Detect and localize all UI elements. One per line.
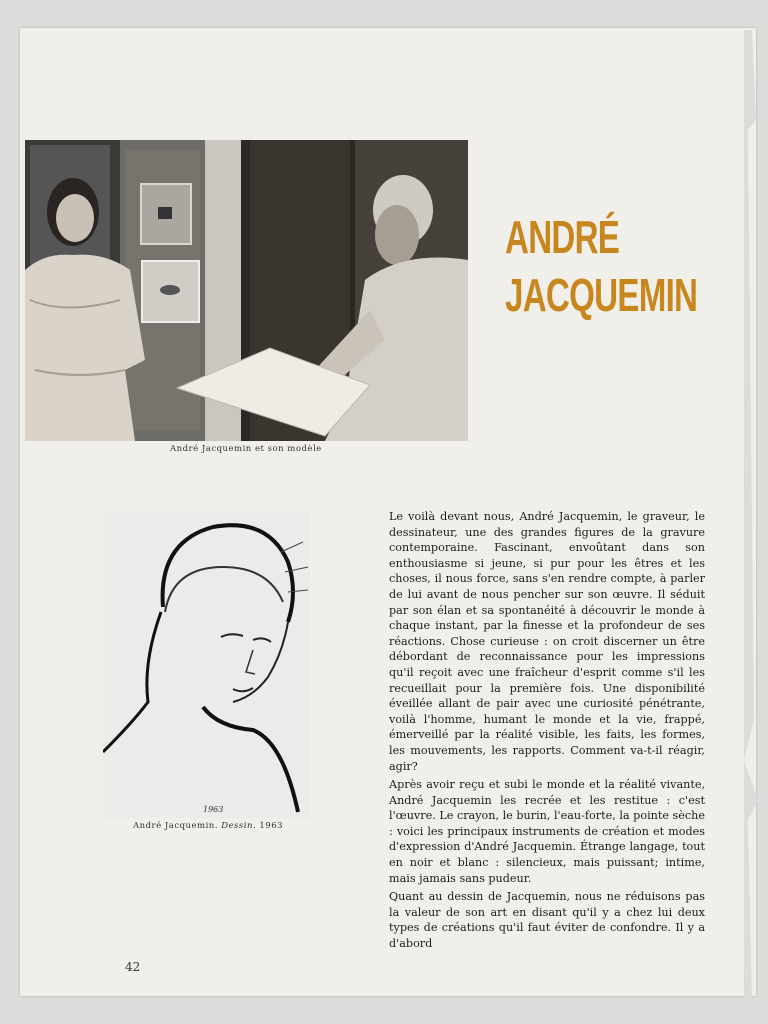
artist-photo xyxy=(25,140,468,441)
photo-caption: André Jacquemin et son modèle xyxy=(170,444,322,454)
drawing-caption-year: 1963 xyxy=(259,821,284,831)
title-line-last: JACQUEMIN xyxy=(505,269,698,321)
page-number: 42 xyxy=(125,960,141,974)
drawing-caption-prefix: André Jacquemin. xyxy=(133,821,218,831)
torn-edge-icon xyxy=(744,0,768,1024)
body-paragraph-1: Le voilà devant nous, André Jacquemin, le graveur, le dessinateur, une des grandes figures de la gravure contemporaine. Fascinant, envoûtant dans son enthousiasme si jeune, si pur pour les êtres et les choses, il nous force, sans s'en rendre compte, à parler de lui avant de nous pencher sur son œuvre. Il séduit par son élan et sa spontanéité à découvrir le monde à chaque instant, par la finesse et la profondeur de ses réactions. Chose curieuse : on croit discerner un être débordant de reconnaissance pour les impressions qu'il reçoit avec une fraîcheur d'esprit comme s'il les recueillait pour la première fois. Une disponibilité éveillée allant de pair avec une curiosité pénétrante, voilà l'homme, humant le monde et la vie, frappé, émerveillé par la réalité visible, les faits, les formes, les mouvements, les rapports. Comment va-t-il réagir, agir? xyxy=(389,510,705,773)
drawing-signature: 1963 xyxy=(203,805,224,814)
drawing-caption-title: Dessin. xyxy=(221,821,257,831)
title-line-first: ANDRÉ xyxy=(505,211,620,263)
body-paragraph-2: Après avoir reçu et subi le monde et la réalité vivante, André Jacquemin les recrée et les restitue : c'est l'œuvre. Le crayon, le burin, l'eau-forte, la pointe sèche : voici les principaux instruments de création et modes d'expression d'André Jacquemin. Étrange langage, tout en noir et blanc : silencieux, mais puissant; intime, mais jamais sans pudeur. xyxy=(389,778,705,885)
drawing-caption xyxy=(133,821,283,831)
body-paragraph-3: Quant au dessin de Jacquemin, nous ne réduisons pas la valeur de son art en disant qu'il y a chez lui deux types de créations qu'il faut éviter de confondre. Il y a d'abord xyxy=(389,890,705,951)
portrait-drawing xyxy=(103,512,310,818)
article-title xyxy=(505,208,697,324)
photo-artist-and-model-icon xyxy=(25,140,468,441)
article-body xyxy=(389,509,705,955)
portrait-sketch-icon xyxy=(103,512,310,818)
